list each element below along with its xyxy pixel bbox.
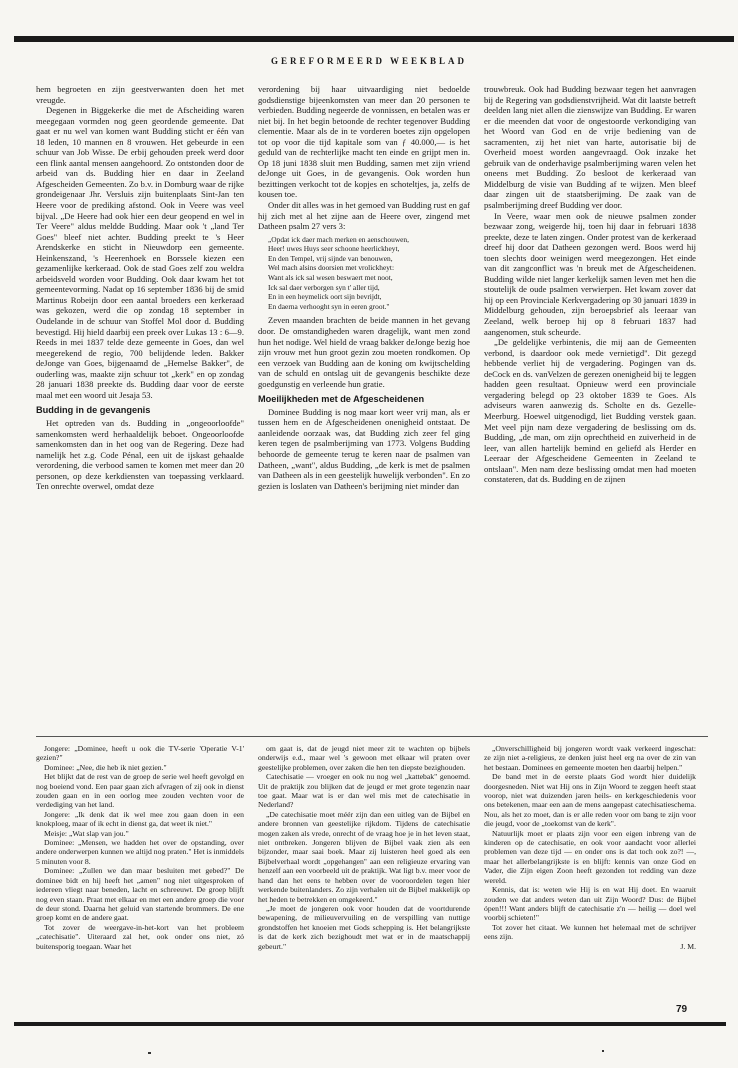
article-paragraph: Dominee Budding is nog maar kort weer vrij man, als er tussen hem en de Afgescheidenen onenigheid ontstaat. De aanleidende oorzaak was, dat Budding zich zeer fel ging keren tegen de psalmberijming van 1773. Volgens Budding behoorde de gemeente terug te keren naar de psalmen van Datheen, „want", aldus Budding, „de kerk is met de psalmen van Datheen als in een geestelijk huwelijk verbonden". En zo gezien is loslaten van Datheen's berijming niet minder dan — [258, 406, 470, 491]
section-heading: Moeilijkheden met de Afgescheidenen — [258, 394, 425, 405]
lower-column-3 — [484, 744, 696, 1032]
lower-paragraph: om gaat is, dat de jeugd niet meer zit te wachten op bijbels onderwijs e.d., maar wel 's gewoon met elkaar wil praten over geestelijke problemen, over zaken die hen ten diepste bezighouden. — [258, 744, 470, 772]
poem-line: Wel mach alsins doorsien met vrolickheyt: — [268, 263, 395, 273]
article-column-1 — [36, 84, 244, 724]
lower-column-2 — [258, 744, 470, 1032]
psalm-quote — [268, 235, 470, 312]
article-column-3 — [484, 84, 696, 724]
lower-paragraph: Catechisatie — vroeger en ook nu nog wel „kattebak" genoemd. Uit de praktijk zou blijken dat de jeugd er met grote tegenzin naar toe gaat. Maar wat is er dan wel mis met de catechisatie in Nederland? — [258, 772, 470, 810]
lower-paragraph: Meisje: „Wat slap van jou." — [44, 828, 129, 838]
lower-column-1 — [36, 744, 244, 1032]
lower-paragraph: „Je moet de jongeren ook voor houden dat de voortdurende bewapening, de milieuvervuiling en de verspilling van nuttige grondstoffen het knoeien met Gods schepping is. Het belangrijkste is dat de kerk zich bezighoudt met wat er in de maatschappij gebeurt." — [258, 903, 470, 951]
page-number: 79 — [676, 1004, 688, 1015]
lower-paragraph: Natuurlijk moet er plaats zijn voor een eigen inbreng van de kinderen op de catechisatie, en ook voor aandacht voor allerlei problemen van deze tijd — en onder ons is dat toch ook zo?! —, maar het allerbelangrijkste is en blijft: kennis van onze God en Vader, die Zijn eigen Zoon heeft gezonden tot redding van deze wereld. — [484, 828, 696, 885]
lower-paragraph: De band met in de eerste plaats God wordt hier duidelijk doorgesneden. Niet wat Hij ons in Zijn Woord te zeggen heeft staat voorop, niet wat duizenden jaren heils- en kerkgeschiedenis voor ons betekenen, maar een aan de mens aangepast catechisatieschema. Nou, als het zo moet, dan is er alle reden voor om bang te zijn voor die jeugd, voor de „toekomst van de kerk". — [484, 772, 696, 829]
poem-line: Want als ick sal wesen beswaert met noot, — [268, 273, 393, 283]
lower-paragraph: Kennis, dat is: weten wie Hij is en wat Hij doet. En waaruit zouden we dat anders weten dan uit Zijn Woord? Dus: de Bijbel ópen!!! Want anders blijft de catechisatie z'n — heilig — doel wel voorbij schieten!" — [484, 885, 696, 923]
lower-paragraph: Dominee: „Mensen, we hadden het over de opstanding, over andere onderwerpen kunnen we altijd nog praten." Het is inmiddels 5 minuten voor 8. — [36, 838, 244, 866]
poem-line: En daerna verhooght syn in eeren groot." — [268, 301, 390, 311]
lower-paragraph: Dominee: „Zullen we dan maar besluiten met gebed?" De dominee bidt en hij heeft het „amen" nog niet uitgesproken of iedereen vliegt naar beneden, lacht en schreeuwt. De groep blijft nog even staan. Praat met elkaar en met een andere groep die voor de deur stond. Daarna het geluid van startende brommers. De ene groep komt en de andere gaat. — [36, 866, 244, 923]
article-paragraph: Onder dit alles was in het gemoed van Budding rust en gaf hij zich met al het zijne aan de Heere over, zingend met Datheen psalm 27 vers 3: — [258, 200, 470, 232]
lower-paragraph: Jongere: „Ik denk dat ik wel mee zou gaan doen in een knokploeg, maar of ik echt in dienst ga, dat weet ik niet." — [36, 809, 244, 829]
article-paragraph: Het optreden van ds. Budding in „ongeoorloofde" samenkomsten werd herhaaldelijk beboet. Ongeoorloofde samenkomsten dan in het oog van de Regering. Deze had namelijk het z.g. Code Pénal, een uit de ijskast gehaalde verordening, die verbood samen te komen met meer dan 20 personen, op deze kerkdiensten van toepassing verklaard. Ten onrechte overwel, omdat deze — [36, 417, 244, 492]
lower-paragraph: „De catechisatie moet méér zijn dan een uitleg van de Bijbel en andere bronnen van geestelijke rijkdom. Tijdens de catechisatie mogen zaken als vrede, onrecht of de vraag hoe je in het leven staat, niet ontbreken. Jongeren blijven de Bijbel vaak zien als een bijzonder, maar saai boek. Maar zij luisteren heel goed als een Bijbelverhaal wordt „opgehangen" aan een religieuze ervaring van henzelf aan een voorbeeld uit de praktijk. Wat ligt b.v. meer voor de hand dan het eens te hebben over de vooroordelen tegen hier werkende buitenlanders. Zo zijn verhalen uit de Bijbel makkelijk op het heden te betrekken en omgekeerd." — [258, 809, 470, 904]
article-paragraph: hem begroeten en zijn geestverwanten doen het met vreugde. — [36, 84, 244, 105]
author-signature: J. M. — [680, 941, 696, 951]
lower-paragraph: Dominee: „Nee, die heb ik niet gezien." — [44, 762, 167, 772]
article-paragraph: „De geldelijke verbintenis, die mij aan de Gemeenten verbond, is daardoor ook mede vernietigd". Dit gezegd hebbende verliet hij de vergadering. Pogingen van ds. deCock en ds. vanVelzen de gerezen onenigheid bij te leggen hadden geen resultaat. Opnieuw werd een provinciale vergadering belegd op 23 oktober 1839 te Goes. Als adviseurs waren aanwezig ds. Scholte en ds. Gezelle-Meerburg. Hoewel uitgenodigd, liet Budding verstek gaan. Met veel pijn nam deze vergadering de beslissing om ds. Budding, „de man, om zijn oprechtheid en zuiverheid in de leer, van allen hartelijk bemind en geliefd als Herder en Leeraar der Afgescheidene Gemeenten in Zeeland te ontslaan". Men nam deze beslissing omdat men had moeten constateren, dat ds. Budding en de zijnen — [484, 337, 696, 485]
poem-line: Heer! uwes Huys seer schoone heerlickheyt, — [268, 244, 400, 254]
lower-paragraph: Tot zover de weergave-in-het-kort van het probleem „catechisatie". Uiteraard zal het, ook onder ons niet, zó buitensporig toegaan. Waar het — [36, 922, 244, 951]
lower-paragraph: Het blijkt dat de rest van de groep de serie wel heeft gevolgd en nog boeiend vond. Een paar gaan zich afvragen of zij ook in dienst zouden gaan en in een oorlog mee zouden vechten voor de verdediging van het land. — [36, 772, 244, 810]
poem-line: En den Tempel, vrij sijnde van benouwen, — [268, 253, 393, 263]
poem-line: „Opdat ick daer mach merken en aenschouwen, — [268, 234, 409, 244]
section-heading: Budding in de gevangenis — [36, 405, 151, 416]
poem-line: En in een heymelick oort sijn bevrijdt, — [268, 292, 382, 302]
article-paragraph: verordening bij haar uitvaardiging niet bedoelde godsdienstige bijeenkomsten van meer dan 20 personen te verbieden. Budding negeerde de vonnissen, en betalen was er niet bij. In het begin betoonde de rechter tegenover Budding clementie. Maar als de in te vorderen boetes zijn opgelopen tot op voor die tijd kapitale som van ƒ 40.000,— is het geduld van de rechterlijke macht ten einde en grijpt men in. Op 18 juni 1838 sluit men Budding, samen met zijn vriend deJonge uit Goes, in de gevangenis. Ook worden hun bezittingen verkocht tot de kopjes en schoteltjes, ja, zelfs de kousen toe. — [258, 84, 470, 200]
article-paragraph: trouwbreuk. Ook had Budding bezwaar tegen het aanvragen bij de Regering van godsdienstvrijheid. Wat dit laatste betreft deelden lang niet allen die zienswijze van Budding. Er waren er die meenden dat voor de ongestoorde verkondiging van het Woord van God en de vrije bediening van de sacramenten, zij het niet van harte, autorisatie bij de Overheid moest worden aangevraagd. Ook inzake het gebruik van de onderhavige psalmberijming waren velen het oneens met Budding. Zo besloot de kerkeraad van Middelburg de visie van Budding af te wijzen. Men bleef daar zingen uit de staatsberijming. De zaak van de psalmberijming dreef Budding ver door. — [484, 84, 696, 211]
article-column-2 — [258, 84, 470, 724]
lower-paragraph: Jongere: „Dominee, heeft u ook die TV-serie 'Operatie V-1' gezien?" — [36, 744, 244, 763]
bottom-rule — [14, 1022, 726, 1026]
article-paragraph: In Veere, waar men ook de nieuwe psalmen zonder bezwaar zong, weigerde hij, toen hij daar in februari 1838 preekte, deze te laten zingen. Onder protest van de kerkeraad dreef hij door dat Datheen gezongen werd. Boos werd hij toen slechts door weinigen werd meegezongen. Het einde van dit zangconflict was 'n breuk met de Afgescheidenen. Budding wilde niet langer kerkelijk samen leven met hen die stoutelijk de oude psalmen verwierpen. Het kwam zover dat hij op een Provinciale Kerkvergadering op 30 januari 1839 in Middelburg gehouden, zijn beroepsbrief als leeraar van Zeeland, welk beroep hij op 8 februari 1837 had aangenomen, stuk scheurde. — [484, 210, 696, 337]
top-rule — [14, 36, 734, 42]
lower-paragraph: Tot zover het citaat. We kunnen het helemaal met de schrijver eens zijn. — [484, 922, 696, 942]
scan-speck — [148, 1052, 151, 1054]
lower-paragraph: „Onverschilligheid bij jongeren wordt vaak verkeerd ingeschat: ze zijn niet a-religieus, ze denken juist heel erg na over de zin van het bestaan. Dominees en gemeente moeten hen daarbij helpen." — [484, 744, 696, 772]
page-header-title: GEREFORMEERD WEEKBLAD — [270, 56, 468, 66]
article-paragraph: Degenen in Biggekerke die met de Afscheiding waren meegegaan vormden nog geen geordende gemeente. Dat gaat er nu wel van komen want Budding sticht er één van 18 leden, 10 mannen en 8 vrouwen. Het gebeurde in een schuur van Job Wisse. De erbij gehouden preek werd door een flink aantal mensen aangehoord. Zo ontstonden door de arbeid van ds. Budding hier en daar in Zeeland Afgescheiden Gemeenten. Zo b.v. in Domburg waar de rijke grondeigenaar Jhr. Versluis zijn buitenplaats Sint-Jan ten Heere voor de prediking afstond. Ook in Veere was veel bijval. „De Heere had ook hier een deur geopend en wel in Ter Veere" aldus meldde Budding. Maar ook 't „land Ter Goes" bleef niet achter. Budding preekt te 's Heer Arendskerke en sticht in Nieuwdorp een gemeente. Heinkenszand, 's Heerenhoek en Borssele kiezen een gezamenlijke kerkeraad. Ook de stad Goes zelf zou weldra arbeidsveld worden voor Budding. Ook daar kwam het tot gemeentevorming. Nadat op 16 september 1836 bij de smid Martinus Robeijn door een aantal broeders een kerkeraad was gekozen, werd die op zondag 18 september in Oudelande in de schuur van Stoffel Mol door d. Budding bevestigd. Hij hield daarbij een preek over Lukas 13 : 6—9. Reeds in mei 1837 telde deze gemeente in Goes, dan wel meegerekend de regio, 700 belijdende leden. Bakker deJonge van Goes, bijgenaamd de „Hemelse Bakker", de ouderling was, maakte zijn schuur tot „kerk" en op zondag 28 januari 1838 preekte ds. Budding daar voor de eerste maal met een woord uit Jesaja 53. — [36, 105, 244, 400]
scan-speck — [602, 1050, 604, 1052]
article-paragraph: Zeven maanden brachten de beide mannen in het gevang door. De omstandigheden waren dragelijk, want men zond hun het nodige. Wel hield de vraag bakker deJonge bezig hoe zijn vrouw met hun groot gezin zou moeten rondkomen. Op een verzoek van Budding aan de koning om kwijtschelding van de schuld en ontslag uit de gevangenis beschikte deze goedgunstig en verleende hun gratie. — [258, 315, 470, 389]
poem-line: Ick sal daer verborgen syn t' aller tijd, — [268, 282, 380, 292]
section-divider — [36, 736, 708, 737]
